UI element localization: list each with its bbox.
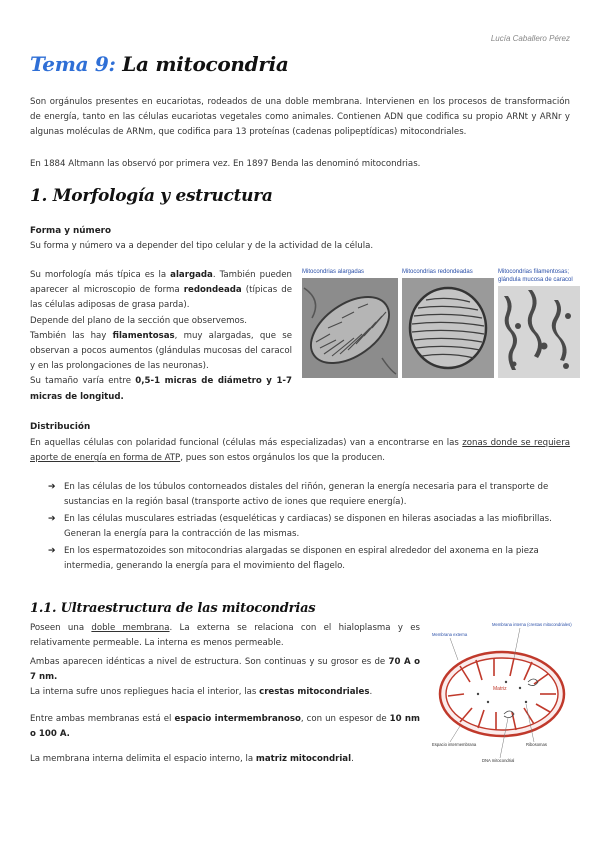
ultra-bold: 70 A o 7 nm. — [30, 657, 421, 683]
photo-filamentous — [498, 268, 580, 380]
morph-bold: redondeada — [183, 285, 242, 296]
ultra-bold: matriz mitocondrial — [255, 754, 352, 764]
elongated-mitochondria-image — [302, 278, 398, 378]
label-ribosomes: Ribosomas — [526, 742, 547, 747]
list-item — [48, 480, 570, 509]
list-item-text: En las células musculares estriadas (esqueléticas y cardiacas) se disponen en hileras asociadas a las miofibrillas. Generan la energía para la contracción de las mismas. — [64, 514, 552, 539]
morphology-paragraph — [30, 268, 292, 405]
morph-text: , muy alargadas, que se observan a pocos aumentos (glándulas mucosas del caracol y en las prolongaciones de las neuronas). — [30, 330, 292, 372]
arrow-icon: ➔ — [48, 514, 56, 524]
ultra-text: Poseen una — [30, 623, 92, 633]
photo-caption: Mitocondrias filamentosas; glándula mucosa de caracol — [498, 269, 573, 283]
dist-text: , pues son estos orgánulos los que la producen. — [180, 453, 386, 464]
morph-text: Su tamaño varía entre — [30, 376, 136, 387]
ultra-paragraph-4 — [30, 712, 420, 742]
dist-text: En aquellas células con polaridad funcional (células más especializadas) van a encontrarse en las — [30, 438, 463, 448]
ultra-text: Entre ambas membranas está el — [30, 714, 175, 724]
morph-text: Su morfología más típica es la — [30, 270, 171, 280]
morph-text: Depende del plano de la sección que observemos. — [30, 315, 248, 326]
ultra-text: La membrana interna delimita el espacio interno, la — [30, 754, 256, 764]
intro-paragraph: Son orgánulos presentes en eucariotas, rodeados de una doble membrana. Intervienen en los procesos de transformación de energía, tanto en las células eucariotas vegetales como animales. Contienen ADN que codifica su propio ARNt y ARNr y algunas moléculas de ARNm, que codifica para 13 proteínas (cadenas polipeptídicas) mitocondriales. — [30, 97, 570, 138]
ultra-text: . — [351, 754, 354, 764]
ultra-text: Ambas aparecen idénticas a nivel de estructura. Son continuas y su grosor es de — [30, 657, 389, 667]
photo-rounded — [402, 268, 494, 380]
page-title — [30, 52, 289, 76]
morph-text: También las hay — [30, 330, 113, 341]
label-intermembrane: Espacio intermembrana — [432, 742, 477, 747]
morph-text: . También pueden aparecer al microscopio de forma — [30, 270, 292, 296]
ultra-bold: 10 nm o 100 A. — [30, 714, 421, 740]
label-outer-membrane: Membrana externa — [432, 632, 468, 637]
morph-bold: alargada — [170, 270, 213, 280]
arrow-icon: ➔ — [48, 482, 56, 492]
label-dna: DNA mitocondrial — [482, 758, 515, 763]
morph-bold: filamentosas — [112, 330, 175, 341]
list-item-text: En los espermatozoides son mitocondrias alargadas se disponen en espiral alrededor del axonema en la pieza intermedia, generando la energía para el movimiento del flagelo. — [64, 546, 539, 571]
ultra-text: . — [369, 687, 373, 697]
ultra-underlined: doble membrana — [91, 623, 170, 633]
subheading-distribucion: Distribución — [30, 422, 91, 432]
ultra-text: La interna sufre unos repliegues hacia el interior, las — [30, 687, 260, 697]
title-text: La mitocondria — [122, 52, 289, 76]
intro-history: En 1884 Altmann las observó por primera vez. En 1897 Benda las denominó mitocondrias. — [30, 159, 421, 169]
morph-text: (típicas de las células adiposas de grasa parda). — [30, 285, 292, 311]
photo-elongated — [302, 268, 398, 380]
ultra-paragraph-3 — [30, 685, 420, 700]
ultra-paragraph-2 — [30, 655, 420, 685]
ultra-paragraph-5 — [30, 752, 420, 767]
arrow-icon: ➔ — [48, 546, 56, 556]
mitochondrion-diagram — [430, 622, 580, 767]
section-heading-morfologia: 1. Morfología y estructura — [30, 186, 273, 206]
list-item — [48, 544, 570, 573]
photo-caption: Mitocondrias redondeadas — [402, 269, 473, 275]
title-number: Tema 9: — [30, 52, 116, 76]
photo-caption: Mitocondrias alargadas — [302, 269, 365, 275]
dist-underlined: zonas donde se requiera aporte de energía en forma de ATP — [30, 438, 571, 464]
section-heading-ultraestructura: 1.1. Ultraestructura de las mitocondrias — [30, 601, 316, 616]
forma-text: Su forma y número va a depender del tipo celular y de la actividad de la célula. — [30, 241, 374, 251]
morph-bold: 0,5-1 micras de diámetro y 1-7 micras de longitud. — [30, 376, 292, 402]
list-item-text: En las células de los túbulos contorneados distales del riñón, generan la energía necesaria para el transporte de sustancias en la región basal (transporte activo de iones que requiere energía). — [64, 482, 549, 507]
rounded-mitochondria-image — [402, 278, 494, 378]
distribution-list — [48, 480, 570, 576]
subheading-forma: Forma y número — [30, 226, 112, 236]
ultra-bold: crestas mitocondriales — [259, 687, 370, 697]
ultra-text: . La externa se relaciona con el hialoplasma y es relativamente permeable. La interna es menos permeable. — [30, 623, 420, 649]
author-name: Lucía Caballero Pérez — [490, 34, 570, 43]
label-inner-membrane: Membrana interna (crestas mitocondriales) — [492, 622, 572, 627]
ultra-text: , con un espesor de — [300, 714, 390, 724]
ultra-bold: espacio intermembranoso — [174, 714, 301, 724]
filamentous-mitochondria-image — [498, 286, 580, 378]
distribution-paragraph — [30, 436, 570, 466]
list-item — [48, 512, 570, 541]
label-matrix: Matriz — [493, 686, 507, 692]
ultra-paragraph-1 — [30, 621, 420, 651]
